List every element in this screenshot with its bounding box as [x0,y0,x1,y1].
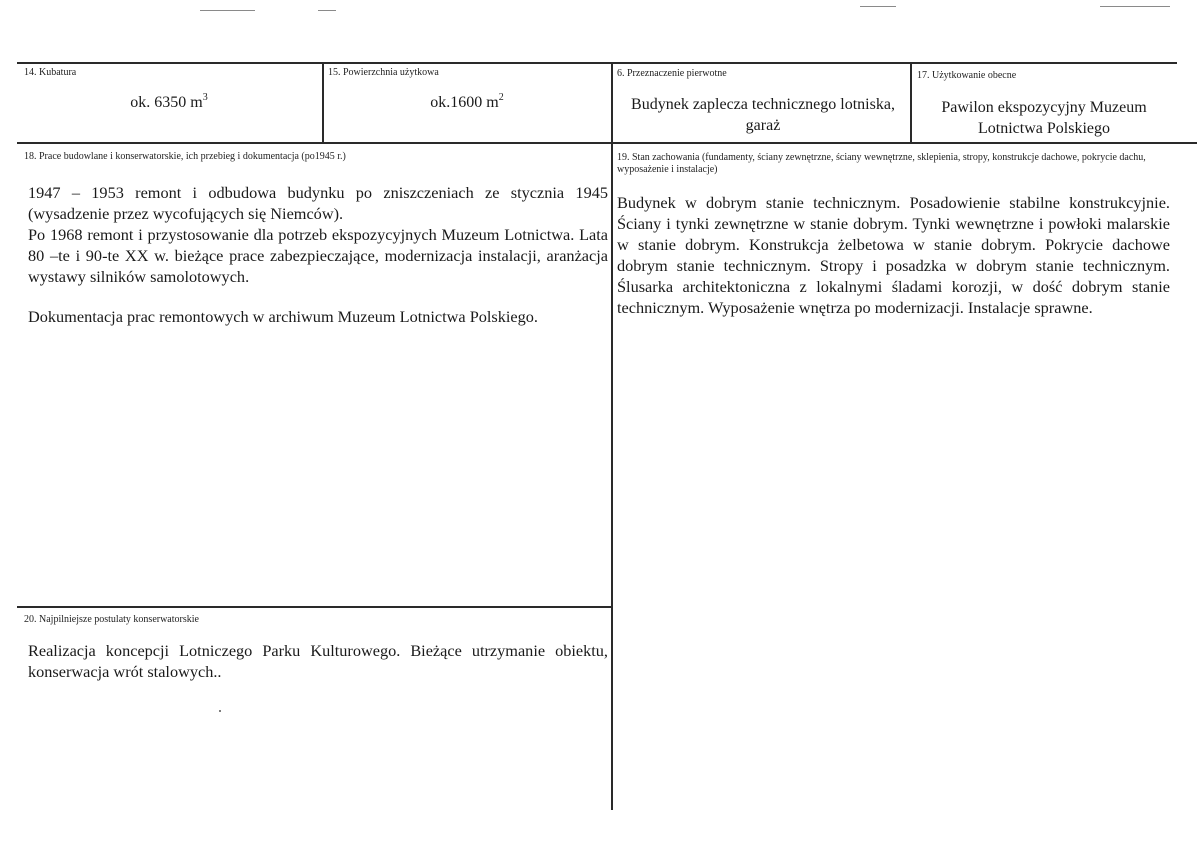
field-6-label: 6. Przeznaczenie pierwotne [617,68,727,79]
table-top-border [17,62,1177,64]
scan-speck [219,710,221,712]
field-20-label: 20. Najpilniejsze postulaty konserwatorskie [24,614,199,625]
field-14-value-text: ok. 6350 m [130,94,203,111]
scan-mark [860,6,896,7]
field-14-value-exponent: 3 [202,91,208,103]
column-divider-14-15 [322,62,324,143]
field-15-value-text: ok.1600 m [430,94,499,111]
field-17-label: 17. Użytkowanie obecne [917,70,1017,81]
field-19-label: 19. Stan zachowania (fundamenty, ściany zewnętrzne, ściany wewnętrzne, sklepienia, stropy, konstrukcje dachowe, pokrycie dachu, wyposażenie i instalacje) [617,152,1146,175]
field-15-label: 15. Powierzchnia użytkowa [328,67,439,78]
scan-mark [318,10,336,11]
field-6-value: Budynek zaplecza technicznego lotniska, garaż [631,96,895,134]
row-divider [17,142,1197,144]
row-divider-20 [17,606,612,608]
field-20-text: Realizacja koncepcji Lotniczego Parku Kulturowego. Bieżące utrzymanie obiektu, konserwacja wrót stalowych.. [28,641,608,681]
column-divider-6-17 [910,62,912,143]
field-15-value-exponent: 2 [498,91,504,103]
field-18-paragraph: Po 1968 remont i przystosowanie dla potrzeb ekspozycyjnych Muzeum Lotnictwa. Lata 80 –te i 90-te XX w. bieżące prace zabezpieczające, modernizacja instalacji, aranżacja wystawy silników samolotowych. [28,225,608,286]
field-18-paragraph: Dokumentacja prac remontowych w archiwum Muzeum Lotnictwa Polskiego. [28,307,539,326]
scan-mark [1100,6,1170,7]
field-15-value [328,92,606,113]
field-14-value [24,92,314,113]
field-18-label: 18. Prace budowlane i konserwatorskie, ich przebieg i dokumentacja (po1945 r.) [24,151,346,162]
field-18-text [28,182,608,327]
field-18-paragraph: 1947 – 1953 remont i odbudowa budynku po zniszczeniach ze stycznia 1945 (wysadzenie przez wycofujących się Niemców). [28,183,608,223]
scan-mark [200,10,255,11]
field-19-text: Budynek w dobrym stanie technicznym. Posadowienie stabilne konstrukcyjnie. Ściany i tynki zewnętrzne w stanie dobrym. Tynki wewnętrzne i powłoki malarskie w stanie dobrym. Konstrukcja żelbetowa w stanie dobrym. Pokrycie dachowe dobrym stanie technicznym. Stropy i posadzka w dobrym stanie technicznym. Ślusarka architektoniczna z lokalnymi śladami korozji, w dość dobrym stanie technicznym. Wyposażenie wnętrza po modernizacji. Instalacje sprawne. [617,193,1170,317]
field-14-label: 14. Kubatura [24,67,77,78]
field-17-value: Pawilon ekspozycyjny Muzeum Lotnictwa Polskiego [941,99,1147,137]
column-divider-main [611,62,613,810]
